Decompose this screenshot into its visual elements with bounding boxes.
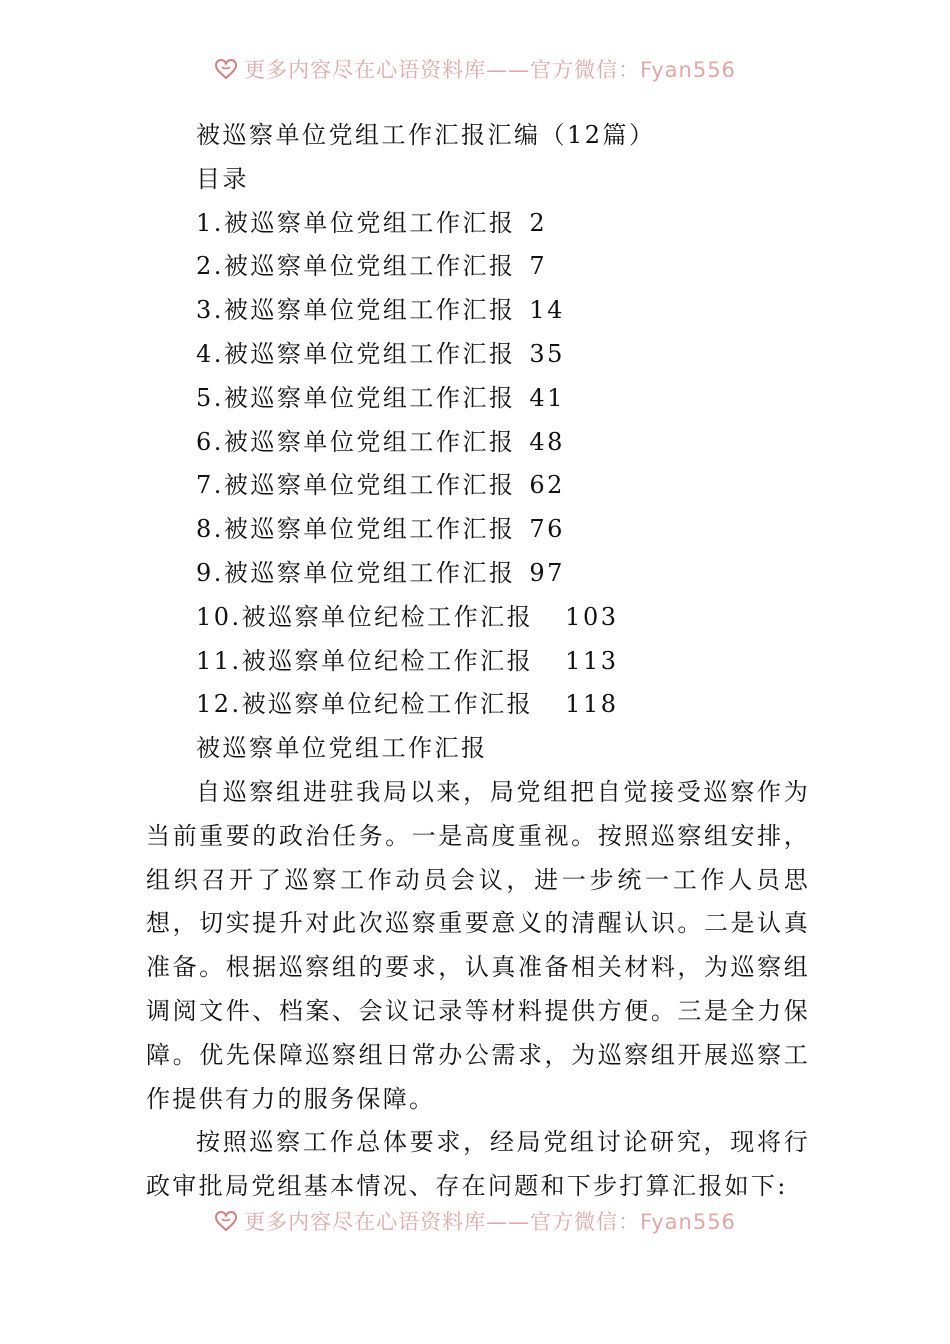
toc-entry-label: 11.被巡察单位纪检工作汇报 xyxy=(196,646,534,675)
header-watermark xyxy=(0,54,950,84)
body-paragraph: 按照巡察工作总体要求，经局党组讨论研究，现将行政审批局党组基本情况、存在问题和下步打算汇报如下: xyxy=(146,1128,810,1201)
toc-entry xyxy=(146,377,810,421)
toc-entry-label: 6.被巡察单位党组工作汇报 xyxy=(196,427,516,456)
toc-entry xyxy=(146,640,810,684)
section-title: 被巡察单位党组工作汇报 xyxy=(196,734,488,763)
toc-entry-page: 35 xyxy=(529,339,565,368)
toc-entry-label: 4.被巡察单位党组工作汇报 xyxy=(196,339,516,368)
toc-entry xyxy=(146,596,810,640)
watermark-text: 更多内容尽在心语资料库——官方微信：Fyan556 xyxy=(244,1210,736,1234)
toc-entry-page: 14 xyxy=(529,296,565,325)
toc-heading: 目录 xyxy=(196,164,249,193)
toc-entry-page: 103 xyxy=(565,602,619,631)
toc-entry-page: 62 xyxy=(529,471,565,500)
toc-entry-page: 48 xyxy=(529,427,565,456)
document-title: 被巡察单位党组工作汇报汇编（12篇） xyxy=(196,121,656,149)
toc-entry xyxy=(146,683,810,727)
toc-entry-label: 1.被巡察单位党组工作汇报 xyxy=(196,208,516,237)
toc-entry-page: 97 xyxy=(529,558,565,587)
toc-entry xyxy=(146,202,810,246)
toc-entry xyxy=(146,289,810,333)
toc-entry xyxy=(146,333,810,377)
toc-entry-label: 5.被巡察单位党组工作汇报 xyxy=(196,383,516,412)
toc-entry xyxy=(146,245,810,289)
toc-entry-page: 113 xyxy=(565,646,619,675)
toc-entry-label: 3.被巡察单位党组工作汇报 xyxy=(196,296,516,325)
body-paragraph: 自巡察组进驻我局以来，局党组把自觉接受巡察作为当前重要的政治任务。一是高度重视。按照巡察组安排，组织召开了巡察工作动员会议，进一步统一工作人员思想，切实提升对此次巡察重要意义的清醒认识。二是认真准备。根据巡察组的要求，认真准备相关材料，为巡察组调阅文件、档案、会议记录等材料提供方便。三是全力保障。优先保障巡察组日常办公需求，为巡察组开展巡察工作提供有力的服务保障。 xyxy=(146,777,810,1113)
toc-entry xyxy=(146,464,810,508)
toc-entry-label: 12.被巡察单位纪检工作汇报 xyxy=(196,690,534,719)
toc-entry-label: 2.被巡察单位党组工作汇报 xyxy=(196,252,516,281)
toc-entry-label: 8.被巡察单位党组工作汇报 xyxy=(196,515,516,544)
heart-logo-icon xyxy=(214,57,238,81)
watermark-text: 更多内容尽在心语资料库——官方微信：Fyan556 xyxy=(244,58,736,82)
document-body xyxy=(146,114,810,1209)
toc-entry xyxy=(146,552,810,596)
footer-watermark xyxy=(0,1206,950,1236)
toc-entry-label: 9.被巡察单位党组工作汇报 xyxy=(196,558,516,587)
toc-entry-page: 7 xyxy=(529,252,548,281)
toc-entry xyxy=(146,508,810,552)
table-of-contents xyxy=(146,202,810,728)
toc-entry-page: 118 xyxy=(565,690,619,719)
heart-logo-icon xyxy=(214,1209,238,1233)
toc-entry-page: 76 xyxy=(529,515,565,544)
toc-entry xyxy=(146,421,810,465)
toc-entry-label: 10.被巡察单位纪检工作汇报 xyxy=(196,602,534,631)
toc-entry-page: 41 xyxy=(529,383,565,412)
toc-entry-page: 2 xyxy=(529,208,548,237)
toc-entry-label: 7.被巡察单位党组工作汇报 xyxy=(196,471,516,500)
